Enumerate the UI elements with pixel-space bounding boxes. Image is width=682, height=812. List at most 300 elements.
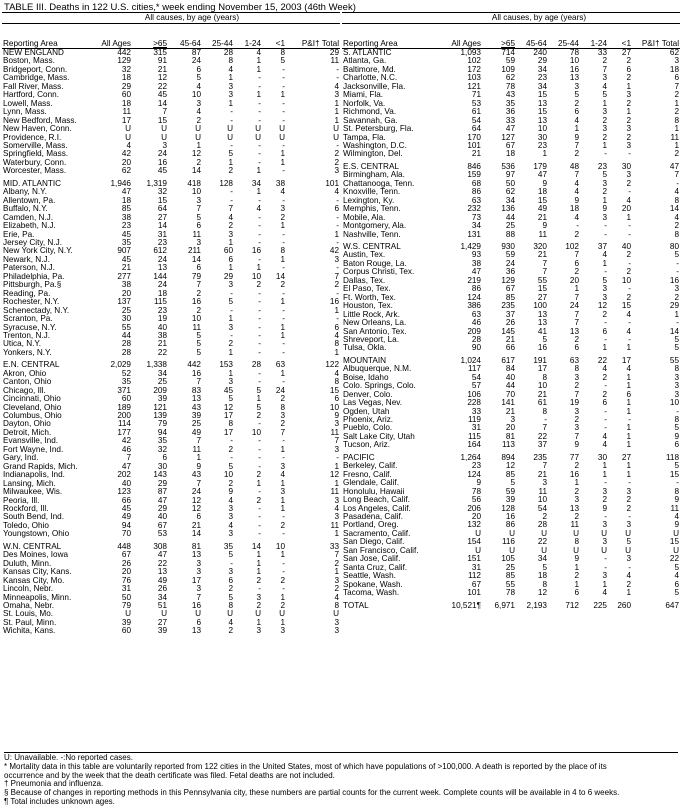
count-cell: 7: [542, 424, 547, 433]
count-cell: 8: [228, 57, 233, 66]
table-row: [342, 424, 680, 432]
count-cell: 31: [471, 563, 481, 572]
count-cell: 1: [280, 505, 286, 514]
reporting-area-cell: Philadelphia, Pa.: [3, 272, 65, 281]
count-cell: -: [230, 331, 233, 340]
table-row: [2, 49, 340, 58]
reporting-area-cell: Memphis, Tenn.: [343, 205, 401, 214]
count-cell: 1: [280, 255, 286, 264]
count-cell: 16: [569, 65, 579, 74]
count-cell: 930: [501, 242, 515, 251]
count-cell: 67: [471, 580, 481, 589]
table-row: [342, 454, 680, 462]
count-cell: -: [230, 454, 233, 463]
table-row: [342, 188, 680, 196]
count-cell: 2: [196, 158, 201, 167]
count-cell: 12: [191, 150, 201, 159]
count-cell: 54: [471, 373, 481, 382]
count-cell: 21: [537, 213, 547, 222]
reporting-area-cell: Baton Rouge, La.: [343, 259, 407, 268]
count-cell: U: [125, 125, 131, 134]
count-cell: 137: [117, 298, 131, 307]
count-cell: 6: [334, 395, 340, 404]
count-cell: 3: [602, 293, 607, 302]
count-cell: 3: [228, 323, 233, 332]
count-cell: 124: [467, 470, 481, 479]
count-cell: 118: [665, 453, 680, 462]
count-cell: 87: [191, 48, 201, 57]
count-cell: -: [336, 213, 340, 222]
reporting-area-cell: Providence, R.I.: [3, 133, 62, 142]
count-cell: 29: [329, 48, 340, 57]
count-cell: 52: [121, 369, 131, 378]
count-cell: 1: [334, 306, 340, 315]
count-cell: 3: [334, 618, 340, 627]
count-cell: 235: [501, 302, 515, 311]
count-cell: 1: [196, 454, 201, 463]
count-cell: 45: [223, 386, 233, 395]
reporting-area-cell: Spokane, Wash.: [343, 580, 403, 589]
reporting-area-cell: Pittsburgh, Pa.§: [3, 281, 62, 290]
count-cell: 3: [228, 82, 233, 91]
table-row: [2, 446, 340, 454]
count-cell: -: [336, 196, 340, 205]
count-cell: 3: [602, 285, 607, 294]
count-cell: -: [258, 437, 261, 446]
count-cell: -: [258, 530, 261, 539]
count-cell: 170: [467, 133, 481, 142]
count-cell: 7: [574, 141, 579, 150]
count-cell: -: [282, 108, 286, 117]
count-cell: 228: [467, 399, 481, 408]
count-cell: 1: [280, 369, 286, 378]
count-cell: 64: [471, 125, 481, 134]
table-row: [2, 404, 340, 412]
table-row: [342, 294, 680, 302]
count-cell: 39: [157, 395, 167, 404]
count-cell: 3: [228, 281, 233, 290]
count-cell: 35: [121, 378, 131, 387]
table-row: [2, 91, 340, 99]
table-row: [2, 560, 340, 568]
table-row: [342, 441, 680, 449]
count-cell: 139: [153, 412, 167, 421]
count-cell: 1: [228, 315, 233, 324]
count-cell: 5: [196, 213, 201, 222]
count-cell: 16: [569, 470, 579, 479]
count-cell: 2: [626, 251, 632, 260]
header-ge65-right: >65: [482, 24, 516, 49]
count-cell: 27: [157, 618, 167, 627]
count-cell: 8: [542, 407, 547, 416]
count-cell: 20: [121, 568, 131, 577]
table-row: [342, 496, 680, 504]
count-cell: U: [195, 133, 201, 142]
count-cell: 20: [121, 289, 131, 298]
count-cell: 5: [256, 386, 261, 395]
table-row: [342, 117, 680, 125]
count-cell: -: [282, 340, 286, 349]
count-cell: 3: [602, 74, 607, 83]
reporting-area-cell: Elizabeth, N.J.: [3, 222, 56, 231]
count-cell: U: [161, 610, 167, 619]
count-cell: 4: [280, 471, 286, 480]
count-cell: 2: [626, 504, 632, 513]
count-cell: -: [230, 437, 233, 446]
table-row: [342, 57, 680, 65]
table-row: [2, 66, 340, 74]
count-cell: 1: [602, 99, 607, 108]
count-cell: 7: [674, 82, 680, 91]
count-cell: 315: [153, 48, 167, 57]
count-cell: 21: [471, 150, 481, 159]
table-row: [2, 108, 340, 116]
count-cell: 8: [674, 230, 680, 239]
table-row: [2, 222, 340, 230]
reporting-area-cell: Schenectady, N.Y.: [3, 306, 70, 315]
count-cell: -: [544, 416, 547, 425]
deaths-table-right: [342, 12, 680, 610]
reporting-area-cell: Canton, Ohio: [3, 378, 52, 387]
count-cell: 7: [126, 454, 131, 463]
count-cell: 78: [505, 82, 515, 91]
count-cell: 3: [162, 141, 167, 150]
count-cell: 2: [674, 150, 680, 159]
count-cell: 1: [626, 462, 632, 471]
table-row: [342, 214, 680, 222]
table-row: [342, 344, 680, 352]
count-cell: 2: [602, 390, 607, 399]
count-cell: 1: [228, 238, 233, 247]
reporting-area-cell: Ogden, Utah: [343, 407, 390, 416]
count-cell: 23: [157, 306, 167, 315]
count-cell: -: [604, 416, 607, 425]
count-cell: -: [258, 222, 261, 231]
reporting-area-cell: MOUNTAIN: [343, 356, 387, 365]
count-cell: 2: [196, 116, 201, 125]
count-cell: 3: [228, 530, 233, 539]
table-row: [342, 108, 680, 116]
reporting-area-cell: Paterson, N.J.: [3, 264, 55, 273]
count-cell: U: [509, 546, 515, 555]
count-cell: 17: [191, 576, 201, 585]
count-cell: 121: [153, 403, 167, 412]
table-row: [2, 610, 340, 618]
count-cell: 4: [674, 572, 680, 581]
count-cell: 14: [669, 205, 680, 214]
count-cell: 15: [157, 196, 167, 205]
count-cell: 15: [157, 116, 167, 125]
reporting-area-cell: TOTAL: [343, 601, 369, 610]
count-cell: 2,029: [110, 361, 131, 370]
count-cell: -: [258, 340, 261, 349]
count-cell: 4: [334, 331, 340, 340]
count-cell: U: [333, 610, 340, 619]
count-cell: 9: [574, 555, 579, 564]
table-row: [342, 382, 680, 390]
count-cell: 5: [228, 593, 233, 602]
count-cell: 2: [626, 116, 632, 125]
table-row: [342, 251, 680, 259]
count-cell: -: [282, 82, 286, 91]
table-row: [342, 513, 680, 521]
count-cell: 17: [537, 365, 547, 374]
count-cell: 2: [256, 471, 261, 480]
count-cell: 62: [505, 188, 515, 197]
count-cell: 1,338: [146, 361, 167, 370]
count-cell: 3: [334, 445, 340, 454]
count-cell: 25: [191, 420, 201, 429]
count-cell: 4: [228, 521, 233, 530]
count-cell: 6: [574, 344, 579, 353]
count-cell: 5: [626, 538, 632, 547]
reporting-area-cell: Dayton, Ohio: [3, 420, 51, 429]
count-cell: 45: [121, 505, 131, 514]
table-row: [2, 134, 340, 142]
count-cell: 29: [121, 82, 131, 91]
count-cell: 1: [626, 589, 632, 598]
table-row: [342, 180, 680, 188]
count-cell: 2: [256, 576, 261, 585]
count-cell: 18: [505, 150, 515, 159]
count-cell: 9: [574, 196, 579, 205]
count-cell: 47: [537, 171, 547, 180]
count-cell: 136: [501, 205, 515, 214]
count-cell: 102: [565, 242, 579, 251]
count-cell: 129: [501, 276, 515, 285]
count-cell: 144: [153, 272, 167, 281]
header-25-44: 25-44: [202, 24, 234, 49]
count-cell: 113: [501, 441, 515, 450]
count-cell: 132: [467, 521, 481, 530]
header-1-24: 1-24: [234, 24, 262, 49]
reporting-area-cell: Montgomery, Ala.: [343, 222, 407, 231]
count-cell: 308: [153, 542, 167, 551]
count-cell: -: [230, 559, 233, 568]
count-cell: 3: [626, 555, 632, 564]
count-cell: 77: [569, 453, 579, 462]
reporting-area-cell: Trenton, N.J.: [3, 331, 51, 340]
count-cell: 386: [467, 302, 481, 311]
count-cell: 86: [471, 285, 481, 294]
count-cell: 5: [196, 74, 201, 83]
count-cell: 50: [121, 593, 131, 602]
table-row: [342, 530, 680, 538]
count-cell: 1: [674, 310, 680, 319]
table-row: [2, 315, 340, 323]
table-row: [342, 572, 680, 580]
count-cell: 11: [670, 133, 680, 142]
table-row: [342, 374, 680, 382]
table-row: [342, 142, 680, 150]
count-cell: 191: [533, 356, 547, 365]
reporting-area-cell: W.N. CENTRAL: [3, 542, 62, 551]
count-cell: 6: [334, 323, 340, 332]
count-cell: 4: [626, 572, 632, 581]
count-cell: 39: [505, 496, 515, 505]
count-cell: 39: [157, 627, 167, 636]
table-row: [2, 332, 340, 340]
count-cell: 60: [223, 247, 233, 256]
count-cell: U: [125, 610, 131, 619]
count-cell: 46: [121, 445, 131, 454]
reporting-area-cell: Denver, Colo.: [343, 390, 393, 399]
count-cell: 34: [537, 65, 547, 74]
reporting-area-cell: Charlotte, N.C.: [343, 74, 398, 83]
count-cell: 31: [121, 585, 131, 594]
count-cell: 219: [467, 276, 481, 285]
count-cell: 6: [574, 108, 579, 117]
count-cell: 9: [574, 133, 579, 142]
count-cell: 2: [626, 293, 632, 302]
count-cell: 22: [157, 82, 167, 91]
count-cell: 16: [191, 298, 201, 307]
count-cell: 3: [602, 572, 607, 581]
reporting-area-cell: Cincinnati, Ohio: [3, 395, 61, 404]
count-cell: 63: [569, 356, 579, 365]
count-cell: 1: [334, 348, 340, 357]
count-cell: 277: [117, 272, 131, 281]
count-cell: 3: [196, 585, 201, 594]
count-cell: 14: [191, 167, 201, 176]
table-row: [342, 222, 680, 230]
count-cell: 4: [602, 589, 607, 598]
table-title: TABLE III. Deaths in 122 U.S. cities,* week ending November 15, 2003 (46th Week): [4, 2, 356, 13]
count-cell: -: [604, 222, 607, 231]
reporting-area-cell: Ft. Worth, Tex.: [343, 293, 396, 302]
table-row: [2, 188, 340, 196]
footnotes: [4, 752, 678, 807]
count-cell: 1: [626, 108, 632, 117]
count-cell: 714: [501, 48, 515, 57]
count-cell: 3: [228, 378, 233, 387]
count-cell: 8: [574, 538, 579, 547]
count-cell: 907: [117, 247, 131, 256]
reporting-area-cell: Fort Wayne, Ind.: [3, 445, 64, 454]
count-cell: 101: [467, 589, 481, 598]
count-cell: 7: [574, 390, 579, 399]
reporting-area-cell: Las Vegas, Nev.: [343, 399, 403, 408]
count-cell: 20: [621, 205, 632, 214]
table-row: [2, 83, 340, 91]
count-cell: 3: [228, 568, 233, 577]
table-row: [342, 150, 680, 158]
count-cell: 103: [467, 74, 481, 83]
count-cell: 2: [574, 99, 579, 108]
count-cell: 9: [542, 222, 547, 231]
count-cell: -: [628, 259, 632, 268]
reporting-area-cell: Columbus, Ohio: [3, 412, 62, 421]
count-cell: 30: [121, 315, 131, 324]
count-cell: 2: [602, 188, 607, 197]
count-cell: -: [604, 407, 607, 416]
count-cell: U: [125, 133, 131, 142]
table-row: [2, 231, 340, 239]
count-cell: 3: [280, 627, 286, 636]
count-cell: 1: [228, 348, 233, 357]
count-cell: 202: [117, 471, 131, 480]
count-cell: 3: [602, 108, 607, 117]
count-cell: 85: [505, 293, 515, 302]
count-cell: -: [604, 268, 607, 277]
table-row: [2, 57, 340, 65]
count-cell: 67: [505, 285, 515, 294]
count-cell: 2: [574, 382, 579, 391]
count-cell: 21: [191, 521, 201, 530]
count-cell: 2: [626, 133, 632, 142]
reporting-area-cell: Hartford, Conn.: [3, 91, 59, 100]
count-cell: 3: [574, 424, 579, 433]
count-cell: 16: [251, 247, 261, 256]
count-cell: U: [625, 529, 632, 538]
reporting-area-cell: Chicago, Ill.: [3, 386, 46, 395]
count-cell: 2: [602, 116, 607, 125]
table-row: [2, 125, 340, 133]
table-row: [2, 307, 340, 315]
count-cell: 260: [617, 601, 632, 610]
count-cell: 1: [256, 65, 261, 74]
count-cell: 19: [569, 399, 579, 408]
count-cell: 159: [467, 171, 481, 180]
count-cell: 50: [505, 179, 515, 188]
count-cell: -: [258, 315, 261, 324]
count-cell: 4: [126, 141, 131, 150]
count-cell: 18: [157, 289, 167, 298]
count-cell: 6: [196, 222, 201, 231]
count-cell: 1,319: [146, 179, 167, 188]
count-cell: U: [279, 133, 286, 142]
header-ge65: >65: [132, 24, 168, 49]
count-cell: U: [573, 546, 579, 555]
reporting-area-cell: New Bedford, Mass.: [3, 116, 77, 125]
table-row: [342, 91, 680, 99]
count-cell: 85: [505, 572, 515, 581]
count-cell: 4: [602, 365, 607, 374]
count-cell: 11: [330, 521, 340, 530]
count-cell: 21: [157, 65, 167, 74]
table-row: [2, 180, 340, 188]
count-cell: 1: [280, 323, 286, 332]
count-cell: 11: [122, 108, 131, 117]
count-cell: 3: [602, 125, 607, 134]
header-1-24-right: 1-24: [580, 24, 608, 49]
reporting-area-cell: Somerville, Mass.: [3, 141, 68, 150]
count-cell: -: [628, 222, 632, 231]
reporting-area-cell: Peoria, Ill.: [3, 496, 40, 505]
count-cell: 83: [191, 386, 201, 395]
count-cell: 81: [191, 542, 201, 551]
table-row: [342, 555, 680, 563]
reporting-area-cell: Boston, Mass.: [3, 57, 55, 66]
count-cell: 35: [157, 437, 167, 446]
count-cell: -: [604, 319, 607, 328]
count-cell: -: [282, 306, 286, 315]
count-cell: 14: [191, 255, 201, 264]
reporting-area-cell: Newark, N.J.: [3, 255, 50, 264]
reporting-area-cell: Wilmington, Del.: [343, 150, 403, 159]
table-row: [342, 581, 680, 589]
count-cell: 1: [334, 568, 340, 577]
count-cell: 3: [626, 487, 632, 496]
count-cell: 39: [191, 412, 201, 421]
table-row: [2, 214, 340, 222]
reporting-area-cell: Shreveport, La.: [343, 335, 399, 344]
count-cell: 26: [157, 585, 167, 594]
count-cell: 13: [569, 74, 579, 83]
count-cell: 11: [192, 445, 201, 454]
count-cell: 40: [157, 513, 167, 522]
reporting-area-cell: Fresno, Calif.: [343, 470, 392, 479]
